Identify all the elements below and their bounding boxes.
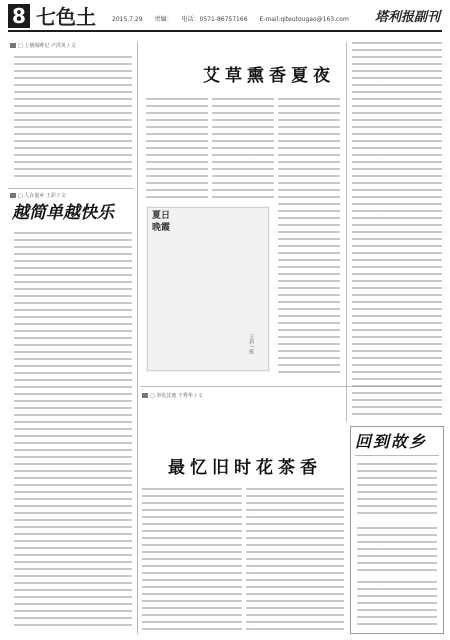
column-divider-left	[137, 42, 138, 634]
poem-box	[350, 426, 444, 634]
photo-title-line1: 夏日	[152, 211, 171, 221]
section-divider-left	[8, 188, 134, 189]
poem-body-1	[357, 463, 437, 519]
bullet-icon	[142, 393, 148, 398]
photo-title-line2: 晚霞	[152, 223, 171, 233]
bullet-icon	[10, 43, 16, 48]
poem-title-divider	[355, 455, 439, 456]
article-headline-top: 艾草熏香夏夜	[203, 66, 335, 86]
poem-body-2	[357, 527, 437, 573]
paper-name: 塔利报副刊	[374, 10, 440, 25]
poem-body-3	[357, 581, 437, 627]
article-body-top-col1	[146, 98, 208, 202]
page-meta: 2015.7.29 责编： 电话：0571-86757166 E-mail:qiteutougao@163.com	[112, 16, 349, 23]
article-body-bottom-col1	[142, 488, 242, 632]
photo-summer-sunset	[146, 206, 270, 372]
column-divider-right	[346, 42, 347, 422]
photo-credit: 王莉 / 摄	[248, 334, 254, 354]
section-title: 七色土	[36, 5, 96, 29]
article-body-left	[14, 232, 132, 630]
article-body-right-top	[352, 42, 442, 416]
article-byline: □ 奉化沈地 王秀华 / 文	[142, 392, 203, 400]
article-body-bottom-col2	[246, 488, 344, 632]
article-headline-bottom: 最忆旧时花茶香	[168, 458, 322, 478]
poem-headline: 回到故乡	[355, 432, 428, 451]
article-body-top-col2	[212, 98, 274, 202]
article-body-top-col3	[278, 98, 340, 376]
article-byline: □ 上塘阁畔记 卢洪英 / 文	[10, 42, 76, 50]
article-byline: □ 人在他乡 王彩 / 文	[10, 192, 66, 200]
bullet-icon	[10, 193, 16, 198]
page-number: 8	[8, 4, 30, 28]
article-headline-left: 越简单越快乐	[12, 203, 114, 223]
masthead	[8, 6, 442, 32]
